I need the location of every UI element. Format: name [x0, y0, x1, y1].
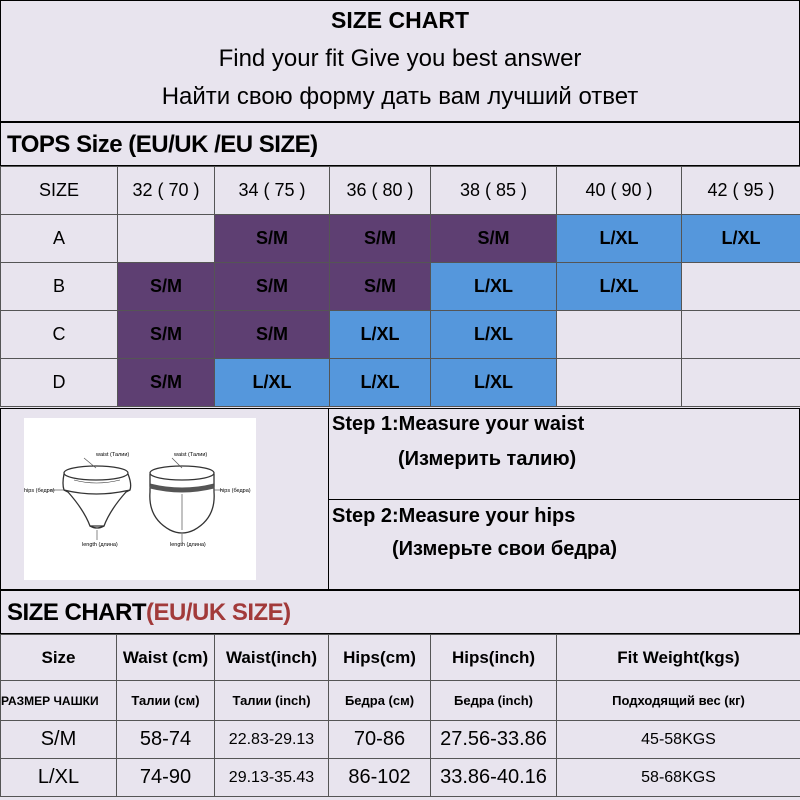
size-cell: L/XL [215, 359, 330, 407]
column-header: 40 ( 90 ) [557, 167, 682, 215]
tops-header-row [1, 167, 800, 215]
size-cell: S/M [330, 263, 431, 311]
step1-label: Step 1:Measure your waist [332, 413, 585, 435]
size-cell: L/XL [557, 215, 682, 263]
size-cell [682, 311, 800, 359]
size-cell: L/XL [682, 215, 800, 263]
size-chart-title-suffix: (EU/UK SIZE) [146, 599, 291, 626]
size-cell [118, 215, 215, 263]
weight-value: 45-58KGS [557, 721, 800, 759]
back-waist-label: waist (Талии) [174, 452, 208, 458]
weight-value: 58-68KGS [557, 759, 800, 797]
size-cell: L/XL [431, 359, 557, 407]
size-header-russian-row [1, 681, 800, 721]
cup-label: B [1, 263, 118, 311]
size-measure-table [0, 634, 800, 797]
panties-diagram-svg [24, 418, 256, 580]
back-panty-illustration [150, 466, 214, 533]
column-header-russian: Бедра (см) [329, 681, 431, 721]
size-cell: S/M [431, 215, 557, 263]
waist-cm-value: 58-74 [117, 721, 215, 759]
waist-inch-value: 29.13-35.43 [215, 759, 329, 797]
column-header: Hips(cm) [329, 635, 431, 681]
cup-label: C [1, 311, 118, 359]
step2-russian: (Измерьте свои бедра) [392, 538, 618, 560]
size-cell: L/XL [557, 263, 682, 311]
column-header: SIZE [1, 167, 118, 215]
column-header: Waist(inch) [215, 635, 329, 681]
table-row [1, 359, 800, 407]
size-cell [682, 359, 800, 407]
tops-section-title: TOPS Size (EU/UK /EU SIZE) [0, 122, 800, 166]
size-value: L/XL [1, 759, 117, 797]
table-row [1, 263, 800, 311]
column-header: 42 ( 95 ) [682, 167, 800, 215]
size-cell: S/M [215, 311, 330, 359]
size-chart-title-main: SIZE CHART [7, 599, 146, 626]
size-cell: L/XL [330, 359, 431, 407]
hips-inch-value: 33.86-40.16 [431, 759, 557, 797]
subtitle-russian: Найти свою форму дать вам лучший ответ [161, 83, 639, 110]
measurement-diagram [24, 418, 256, 580]
front-waist-label: waist (Талии) [96, 452, 130, 458]
column-header-russian: Подходящий вес (кг) [557, 681, 800, 721]
size-cell [557, 359, 682, 407]
column-header-russian: Талии (inch) [215, 681, 329, 721]
back-hips-label: hips (бедра) [220, 488, 251, 494]
size-cell: S/M [118, 311, 215, 359]
step2-label: Step 2:Measure your hips [332, 505, 576, 527]
hips-cm-value: 70-86 [329, 721, 431, 759]
size-cell: S/M [330, 215, 431, 263]
size-cell: L/XL [431, 311, 557, 359]
column-header: 32 ( 70 ) [118, 167, 215, 215]
table-row [1, 721, 800, 759]
size-cell [682, 263, 800, 311]
front-panty-illustration [63, 466, 131, 528]
hips-cm-value: 86-102 [329, 759, 431, 797]
size-cell: S/M [118, 263, 215, 311]
waist-cm-value: 74-90 [117, 759, 215, 797]
page-title: SIZE CHART [331, 7, 469, 33]
hips-inch-value: 27.56-33.86 [431, 721, 557, 759]
size-cell: L/XL [431, 263, 557, 311]
size-cell: S/M [215, 263, 330, 311]
column-header: 36 ( 80 ) [330, 167, 431, 215]
cup-label: D [1, 359, 118, 407]
header [0, 0, 800, 122]
size-header-row [1, 635, 800, 681]
table-row [1, 759, 800, 797]
size-cell: S/M [215, 215, 330, 263]
cup-label: A [1, 215, 118, 263]
column-header-russian: Талии (см) [117, 681, 215, 721]
column-header: Size [1, 635, 117, 681]
column-header: 38 ( 85 ) [431, 167, 557, 215]
divider [328, 499, 800, 500]
column-header-russian: Бедра (inch) [431, 681, 557, 721]
size-value: S/M [1, 721, 117, 759]
size-chart-title [0, 590, 800, 634]
front-hips-label: hips (бедра) [24, 488, 55, 494]
size-cell: S/M [118, 359, 215, 407]
table-row [1, 311, 800, 359]
size-cell [557, 311, 682, 359]
front-length-label: length (длина) [82, 542, 118, 548]
column-header: Waist (cm) [117, 635, 215, 681]
size-cell: L/XL [330, 311, 431, 359]
column-header: Fit Weight(kgs) [557, 635, 800, 681]
column-header-russian: РАЗМЕР ЧАШКИ [1, 681, 117, 721]
step1-russian: (Измерить талию) [398, 448, 577, 470]
waist-inch-value: 22.83-29.13 [215, 721, 329, 759]
column-header: 34 ( 75 ) [215, 167, 330, 215]
subtitle-english: Find your fit Give you best answer [218, 45, 582, 72]
column-header: Hips(inch) [431, 635, 557, 681]
tops-size-table [0, 166, 800, 407]
back-length-label: length (длина) [170, 542, 206, 548]
table-row [1, 215, 800, 263]
